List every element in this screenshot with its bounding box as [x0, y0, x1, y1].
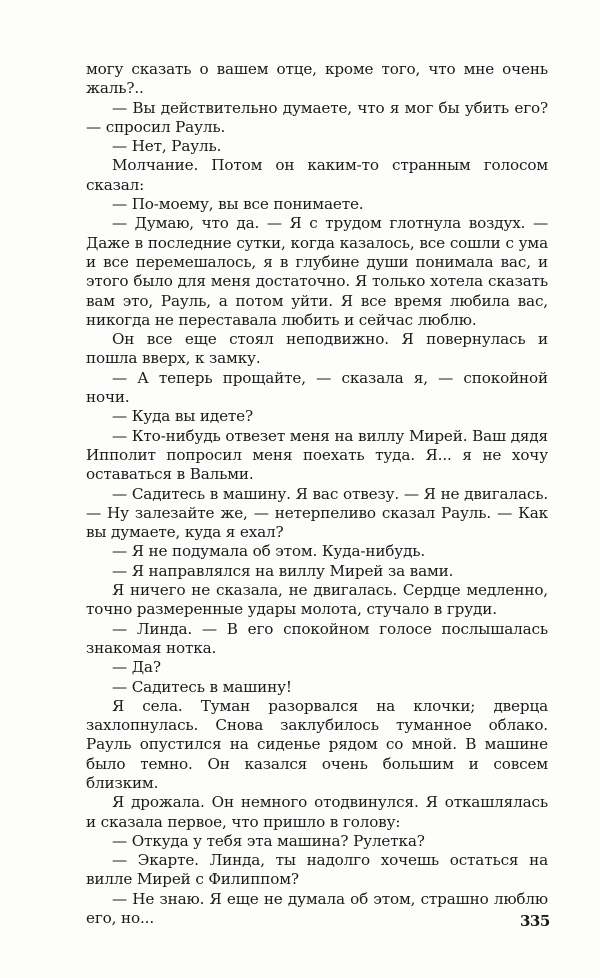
paragraph-15: — Линда. — В его спокойном голосе послышалась знакомая нотка. [86, 619, 548, 657]
paragraph-12: — Я не подумала об этом. Куда-нибудь. [112, 542, 426, 561]
paragraph-3: — Нет, Рауль. [112, 137, 222, 156]
paragraph-1: могу сказать о вашем отце, кроме того, что мне очень жаль?.. [86, 60, 548, 98]
paragraph-17: — Садитесь в машину! [112, 677, 292, 696]
paragraph-7: Он все еще стоял неподвижно. Я повернулась и пошла вверх, к замку. [86, 330, 548, 368]
paragraph-8: — А теперь прощайте, — сказала я, — спокойной ночи. [86, 368, 548, 407]
paragraph-11: — Садитесь в машину. Я вас отвезу. — Я не двигалась. — Ну залезайте же, — нетерпеливо сказал Рауль. — Как вы думаете, куда я ехал? [86, 484, 548, 542]
paragraph-20: — Откуда у тебя эта машина? Рулетка? [112, 831, 425, 850]
page-number: 335 [520, 912, 550, 930]
paragraph-5: — По-моему, вы все понимаете. [112, 195, 364, 214]
paragraph-6: — Думаю, что да. — Я с трудом глотнула воздух. — Даже в последние сутки, когда казалось, все сошли с ума и все перемешалось, я в глубине души понимала вас, и этого было для меня достаточно. Я только хотела сказать вам это, Рауль, а потом уйти. Я все время любила вас, никогда не переставала любить и сейчас люблю. [86, 214, 548, 329]
paragraph-14: Я ничего не сказала, не двигалась. Сердце медленно, точно размеренные удары молота, стучало в груди. [86, 581, 548, 619]
paragraph-9: — Куда вы идете? [112, 407, 253, 426]
paragraph-13: — Я направлялся на виллу Мирей за вами. [112, 561, 454, 580]
page-text [86, 60, 548, 928]
paragraph-4: Молчание. Потом он каким-то странным голосом сказал: [86, 156, 548, 194]
paragraph-10: — Кто-нибудь отвезет меня на виллу Мирей. Ваш дядя Ипполит попросил меня поехать туда. Я... я не хочу оставаться в Вальми. [86, 426, 548, 484]
paragraph-18: Я села. Туман разорвался на клочки; дверца захлопнулась. Снова заклубилось туманное облако. Рауль опустился на сиденье рядом со мной. В машине было темно. Он казался очень большим и совсем близким. [86, 696, 548, 792]
paragraph-22: — Не знаю. Я еще не думала об этом, страшно люблю его, но... [86, 889, 548, 928]
paragraph-2: — Вы действительно думаете, что я мог бы убить его? — спросил Рауль. [86, 98, 548, 136]
paragraph-16: — Да? [112, 658, 161, 677]
paragraph-19: Я дрожала. Он немного отодвинулся. Я откашлялась и сказала первое, что пришло в голову: [86, 793, 548, 831]
paragraph-21: — Экарте. Линда, ты надолго хочешь остаться на вилле Мирей с Филиппом? [86, 851, 548, 889]
